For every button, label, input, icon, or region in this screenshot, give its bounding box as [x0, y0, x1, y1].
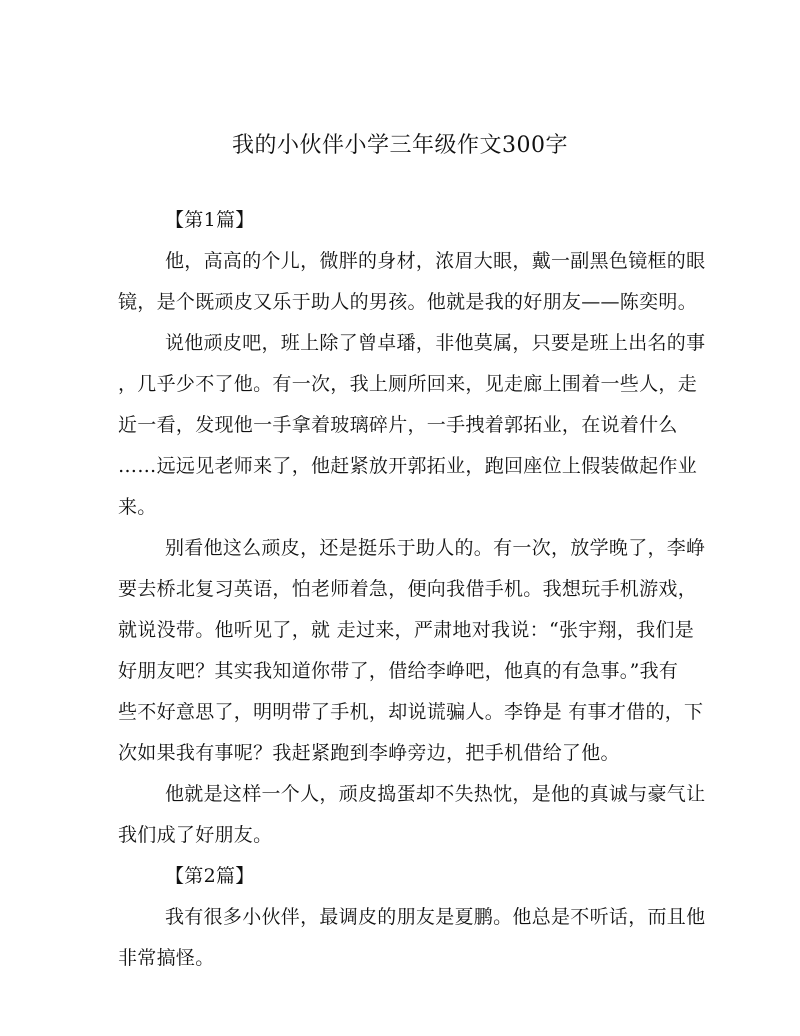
paragraph-line: 非常搞怪。	[118, 947, 215, 969]
document-title: 我的小伙伴小学三年级作文300字	[232, 133, 568, 158]
paragraph-line: 些不好意思了，明明带了手机，却说谎骗人。李铮是 有事才借的，下	[118, 701, 704, 723]
paragraph-line: 就说没带。他听见了，就 走过来，严肃地对我说：“张宇翔，我们是	[118, 619, 695, 641]
paragraph-line: 好朋友吧？其实我知道你带了，借给李峥吧，他真的有急事。”我有	[118, 660, 679, 682]
paragraph-line: 他就是这样一个人，顽皮捣蛋却不失热忱，是他的真诚与豪气让	[165, 783, 706, 805]
paragraph-line: 要去桥北复习英语，怕老师着急，便向我借手机。我想玩手机游戏，	[118, 578, 698, 600]
paragraph-line: 他，高高的个儿，微胖的身材，浓眉大眼，戴一副黑色镜框的眼	[165, 250, 706, 272]
paragraph-line: 来。	[118, 496, 157, 518]
section-heading-1: 【第1篇】	[165, 209, 255, 231]
paragraph-line: ，几乎少不了他。有一次，我上厕所回来，见走廊上围着一些人，走	[118, 373, 698, 395]
paragraph-line: 别看他这么顽皮，还是挺乐于助人的。有一次，放学晚了，李峥	[165, 537, 706, 559]
paragraph-line: 说他顽皮吧，班上除了曾卓璠，非他莫属，只要是班上出名的事	[165, 332, 706, 354]
paragraph-line: 我有很多小伙伴，最调皮的朋友是夏鹏。他总是不听话，而且他	[165, 906, 706, 928]
paragraph-line: 镜，是个既顽皮又乐于助人的男孩。他就是我的好朋友——陈奕明。	[118, 291, 698, 313]
paragraph-line: ……远远见老师来了，他赶紧放开郭拓业，跑回座位上假装做起作业	[118, 455, 698, 477]
paragraph-line: 近一看，发现他一手拿着玻璃碎片，一手拽着郭拓业，在说着什么	[118, 414, 678, 436]
section-heading-2: 【第2篇】	[165, 865, 255, 887]
paragraph-line: 我们成了好朋友。	[118, 824, 273, 846]
paragraph-line: 次如果我有事呢？我赶紧跑到李峥旁边，把手机借给了他。	[118, 742, 620, 764]
